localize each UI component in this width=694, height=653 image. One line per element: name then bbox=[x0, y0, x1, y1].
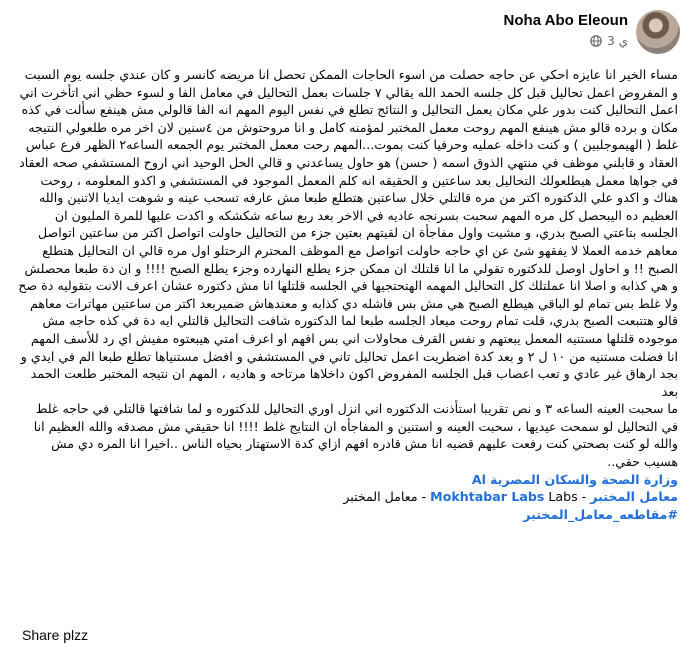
hashtag-link[interactable]: #مقاطعه_معامل_المختبر bbox=[523, 506, 678, 522]
tag-mokhtabar-en[interactable]: Mokhtabar Labs bbox=[430, 489, 545, 505]
share-text: Share plzz bbox=[22, 627, 89, 643]
globe-icon bbox=[590, 35, 602, 47]
tag-plain-tail: معامل المختبر bbox=[343, 489, 418, 505]
tag-labs-plain: Labs bbox=[548, 489, 578, 505]
tag-ministry-suffix[interactable]: Al bbox=[471, 471, 486, 487]
tag-ministry[interactable]: وزارة الصحة والسكان المصرية bbox=[490, 471, 678, 487]
tag-separator-2: - bbox=[417, 489, 427, 505]
ministry-tag-line bbox=[472, 472, 678, 487]
post-time[interactable]: 3 ي bbox=[607, 34, 628, 48]
post-paragraph: مساء الخير انا عايزه احكي عن حاجه حصلت من اسوء الحاجات الممكن تحصل انا مريضه كانسر و كان عندي جلسه يوم السبت و المفروض اعمل تحاليل قبل كل جلسه الحمد الله يقالي ٧ جلسات بعمل التحاليل في معامل الفا و لسوء حظي اني اتأخرت اني اعمل التحاليل كنت بدور علي مكان يعمل التحاليل و النتائج تطلع في نفس اليوم المهم انه الفا قالولي مش هينفع سألت في كذه مكان و برده قالو مش هينفع المهم روحت معمل المختبر لمؤمنه كامل و انا مروحتوش من ٤سنين لان اخر مره طلعولي النتيجه غلط ( الهيموجلبين ) و كنت داخله عمليه وحرفيا كنت بموت...المهم رحت معمل المختبر يوم الجمعه الساعه٢ الظهر فرع عباس العقاد و قابلني موظف في منتهي الذوق اسمه ( حسن) هو حاول يساعدني و قالي الحل الوحيد اني اروح المستشفي صحه العقاد في جواها معمل هيطلعولك التحاليل بعد ساعتين و الحقيقه انه كلم المعمل الموجود في المستشفي و اكدو المعلومه ، روحت هناك و اكدو علي الدكتوره اكتر من مره قالتلي خلال ساعتين هتطلع طبعا مش عارفه تسحب عينه و شوهت ايديا الاتنين والله العظيم ده اليبحصل كل مره المهم سحبت بسرنجه عاديه في الاخر بعد ربع ساعه شكشكه و اكدت عليها للمرة المليون ان الجلسه بتاعتي الصبح بدري، و مشيت واول مفاجأة ان لقيتهم بعتين جزء من التحاليل حاولت اتواصل اكتر من ساعتين اتواصل معاهم خدمه العملا لا يفقهو شئ عن اي حاجه حاولت اتواصل مع الموظف المحترم الرحتلو اول مره قالي ان التحاليل هتطلع الصبح !! و احاول اوصل للدكتوره تقولي ما انا قلتلك ان ممكن جزء يطلع النهارده وجزء يطلع الصبح !!!! و ان دة طبعا محصلش و هي كذابه و اصلا انا عملتلك كل التحاليل المهمه الهتحتجيها في الجلسه قلتلها انا مش دكتوره عشان اعرف الانت بتقوليه دة صح ولا غلط بس تمام لو الباقي هيطلع الصبح هي مش بس فاشله دي كذابه و معندهاش ضميربعد اكتر من ساعتين مهاترات معاهم قالو هتتبعت الصبح بدري، قلت تمام روحت ميعاد الجلسه طبعا لما الدكتوره شافت التحاليل قالتلي ايه دة في كذه حاجه مش موجوده قلتلها مستنيه المعمل يبعتهم و نفس القرف محاولات اني بس افهم او اعرف امتي هيبعتوه مفيش اي رد للأسف المهم انا فضلت مستنيه من ١٠ ل ٢ و بعد كدة اضطريت اعمل تحاليل تاني في المستشفي و افضل مستنياها تطلع طبعا الم في ايدي و بجد ارهاق غير عادي و تعب اعصاب قبل الجلسه المفروض اكون داخلاها مرتاحه و هاديه ، المهم ان نتيجه المختبر طلعت الحمد بعد bbox=[18, 67, 678, 399]
post-body bbox=[18, 66, 678, 523]
tag-separator: - bbox=[577, 489, 587, 505]
avatar[interactable] bbox=[636, 10, 680, 54]
post-paragraph: ما سحبت العينه الساعه ٣ و نص تقريبا استأذنت الدكتوره اني انزل اوري التحاليل للدكتوره و لما شافتها قالتلي في حاجه غلط في التحاليل لو سمحت عيديها ، سحبت العينه و استنين و المفاجأه ان النتايج غلط !!!! انا حقيقي مش مصدقه والله العظيم انا والله لو كنت بصحتي كنت رفعت عليهم قضيه انا مش قادره افهم ازاي كدة الاستهتار بحياه الناس ..اخيرا انا المره دي مش هسيب حقي.. bbox=[33, 401, 678, 470]
tag-mokhtabar-ar[interactable]: معامل المختبر bbox=[590, 489, 678, 505]
author-name[interactable]: Noha Abo Eleoun bbox=[503, 12, 628, 29]
post-tags bbox=[18, 471, 678, 524]
post-header bbox=[0, 0, 694, 60]
post-meta bbox=[590, 34, 628, 48]
